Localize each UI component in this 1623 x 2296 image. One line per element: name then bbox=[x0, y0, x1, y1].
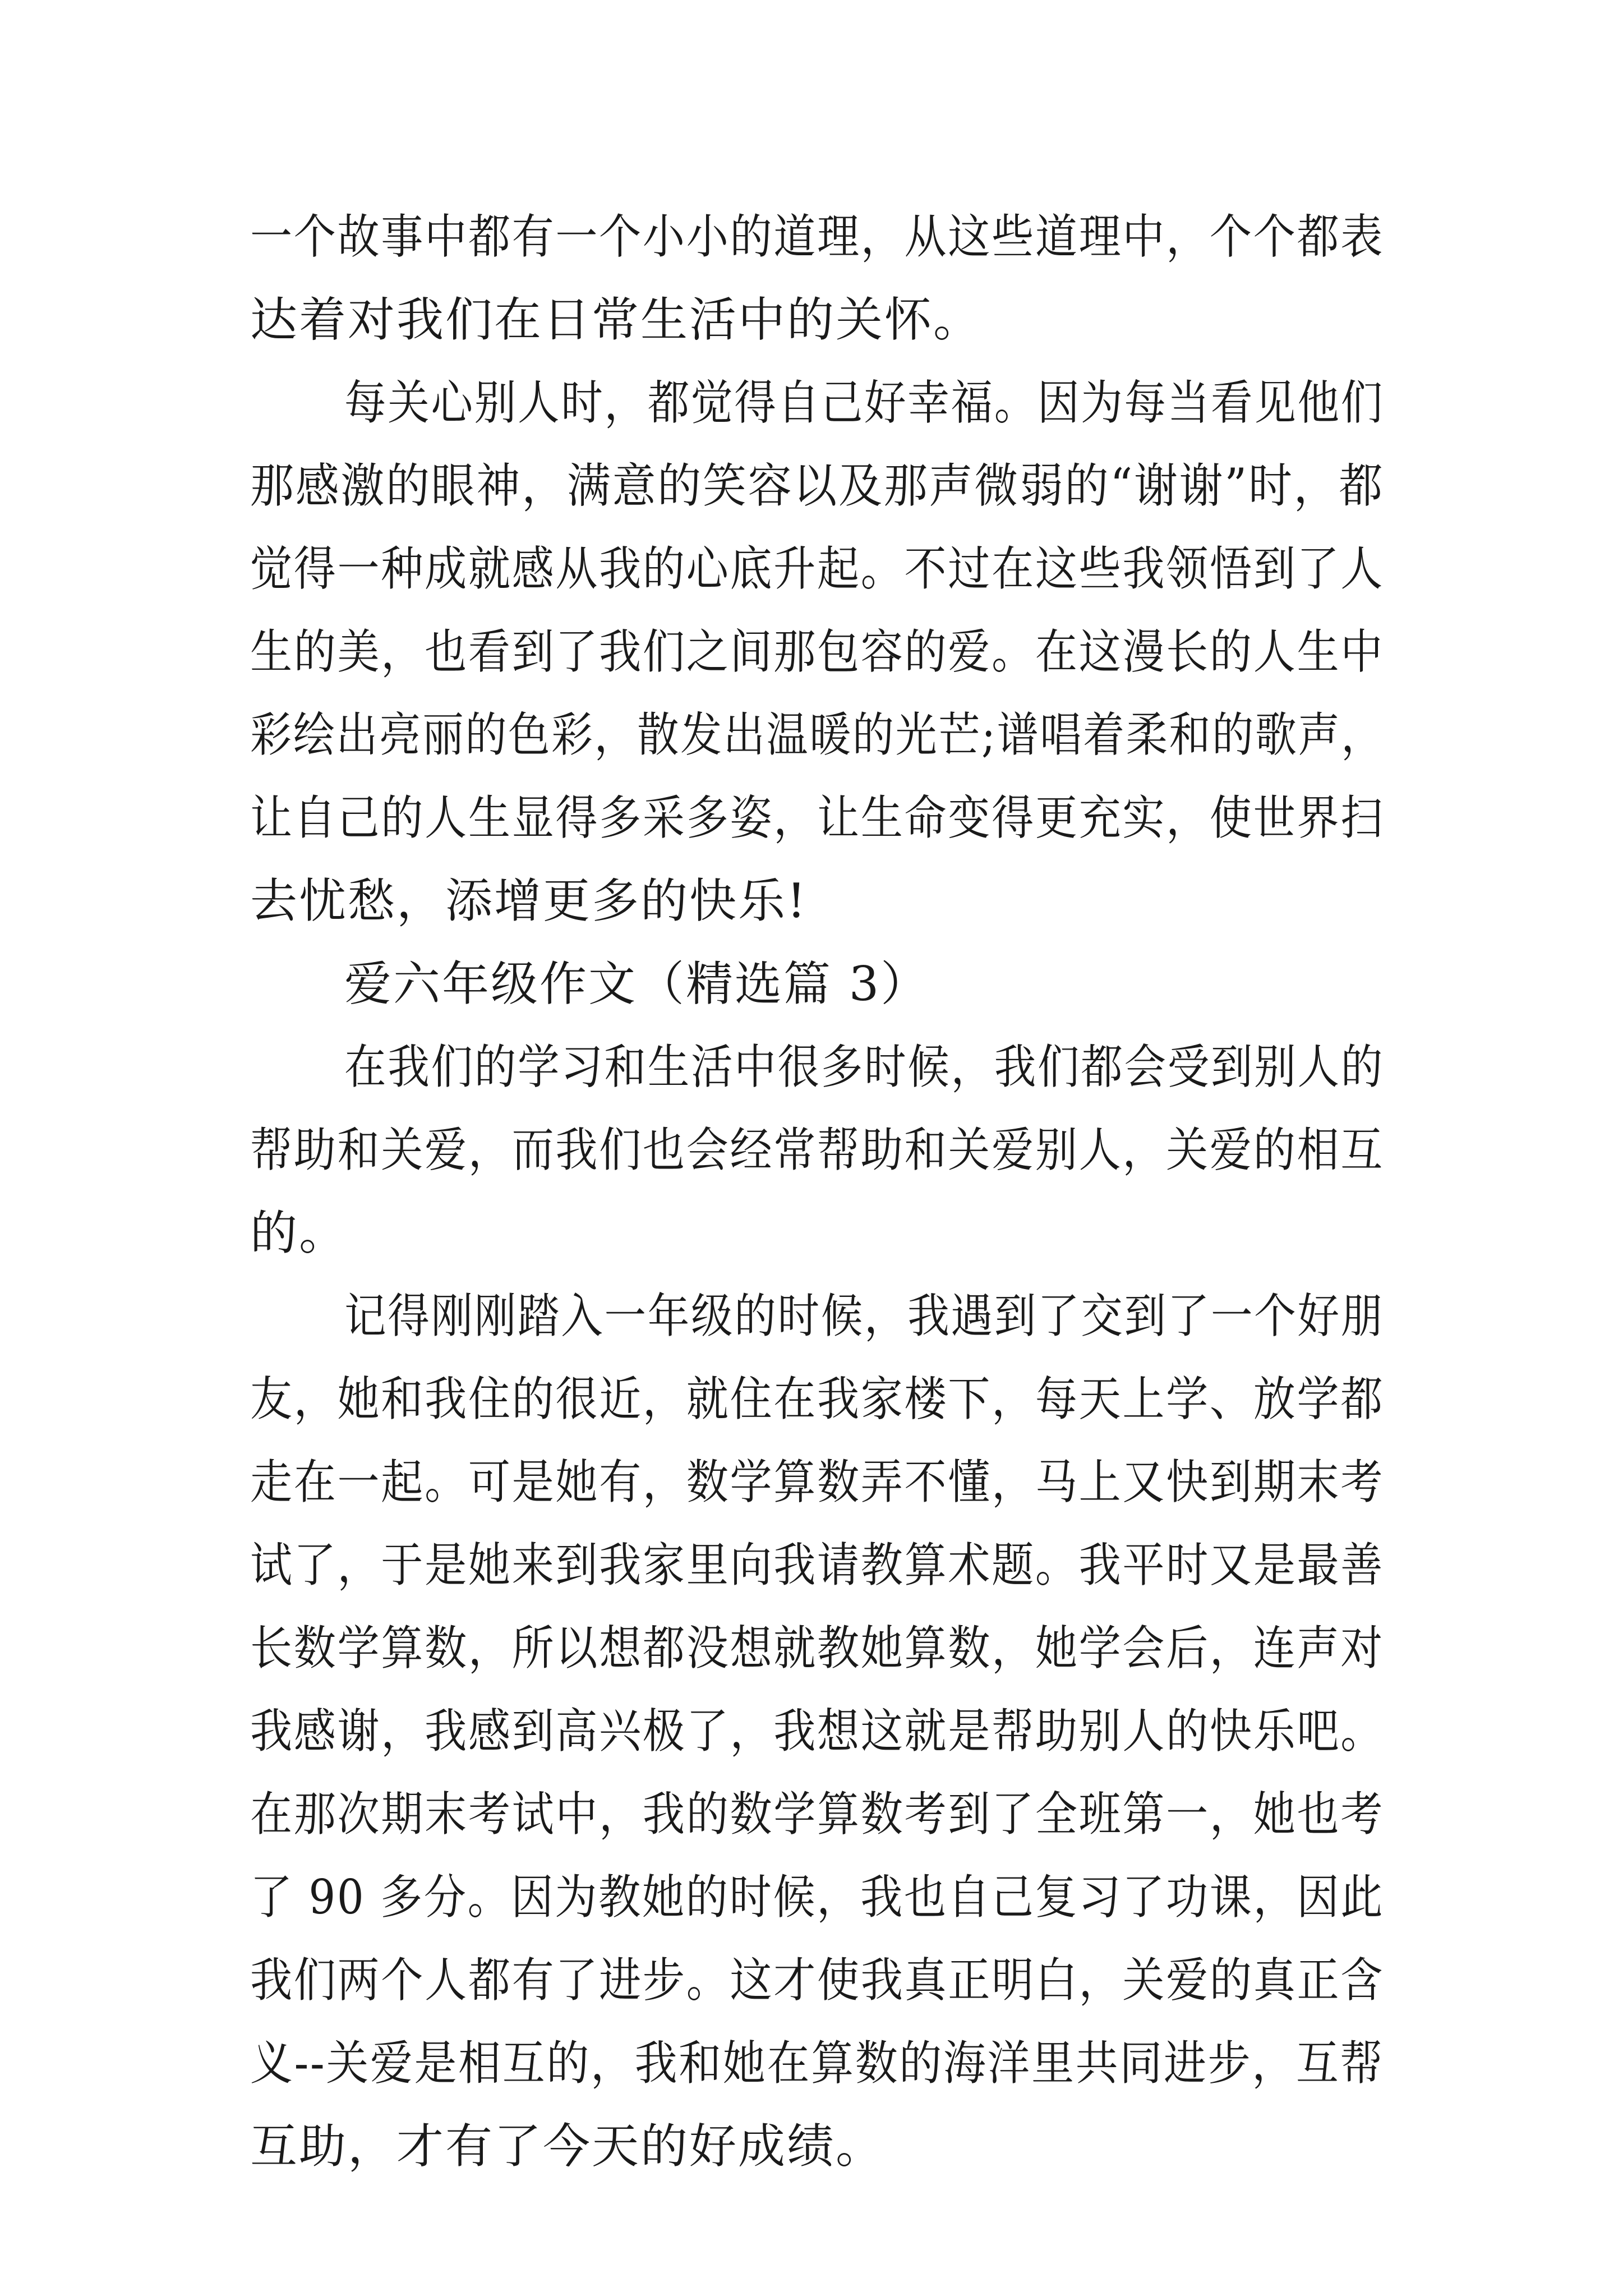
section-heading: 爱六年级作文（精选篇 3） bbox=[344, 956, 930, 1011]
text-line: 长数学算数，所以想都没想就教她算数，她学会后，连声对 bbox=[250, 1621, 1385, 1676]
text-line: 试了，于是她来到我家里向我请教算术题。我平时又是最善 bbox=[250, 1538, 1385, 1593]
paragraph-start-line: 每关心别人时，都觉得自己好幸福。因为每当看见他们 bbox=[344, 375, 1384, 430]
text-line: 走在一起。可是她有，数学算数弄不懂，马上又快到期末考 bbox=[250, 1455, 1385, 1510]
text-line: 友，她和我住的很近，就住在我家楼下，每天上学、放学都 bbox=[250, 1372, 1385, 1427]
text-line: 达着对我们在日常生活中的关怀。 bbox=[250, 292, 983, 347]
text-line: 让自己的人生显得多采多姿，让生命变得更充实，使世界扫 bbox=[250, 790, 1385, 845]
text-line: 我感谢，我感到高兴极了，我想这就是帮助别人的快乐吧。 bbox=[250, 1704, 1385, 1759]
essay-text-block bbox=[250, 195, 1384, 2188]
text-line: 觉得一种成就感从我的心底升起。不过在这些我领悟到了人 bbox=[250, 541, 1385, 596]
text-line: 互助，才有了今天的好成绩。 bbox=[250, 2119, 885, 2174]
text-line: 了 90 多分。因为教她的时候，我也自己复习了功课，因此 bbox=[250, 1870, 1385, 1925]
text-line: 彩绘出亮丽的色彩，散发出温暖的光芒;谱唱着柔和的歌声， bbox=[250, 707, 1385, 762]
text-line: 我们两个人都有了进步。这才使我真正明白，关爱的真正含 bbox=[250, 1953, 1385, 2008]
text-line: 义--关爱是相互的，我和她在算数的海洋里共同进步，互帮 bbox=[250, 2036, 1385, 2091]
paragraph-start-line: 在我们的学习和生活中很多时候，我们都会受到别人的 bbox=[344, 1039, 1384, 1094]
text-line: 帮助和关爱，而我们也会经常帮助和关爱别人，关爱的相互 bbox=[250, 1122, 1385, 1177]
text-line: 那感激的眼神，满意的笑容以及那声微弱的“谢谢”时，都 bbox=[250, 458, 1385, 513]
text-line: 生的美，也看到了我们之间那包容的爱。在这漫长的人生中 bbox=[250, 624, 1385, 679]
text-line: 一个故事中都有一个小小的道理，从这些道理中，个个都表 bbox=[250, 209, 1385, 264]
text-line: 的。 bbox=[250, 1205, 348, 1260]
paragraph-start-line: 记得刚刚踏入一年级的时候，我遇到了交到了一个好朋 bbox=[344, 1289, 1384, 1343]
text-line: 去忧愁，添增更多的快乐! bbox=[250, 873, 808, 928]
text-line: 在那次期末考试中，我的数学算数考到了全班第一，她也考 bbox=[250, 1787, 1385, 1842]
